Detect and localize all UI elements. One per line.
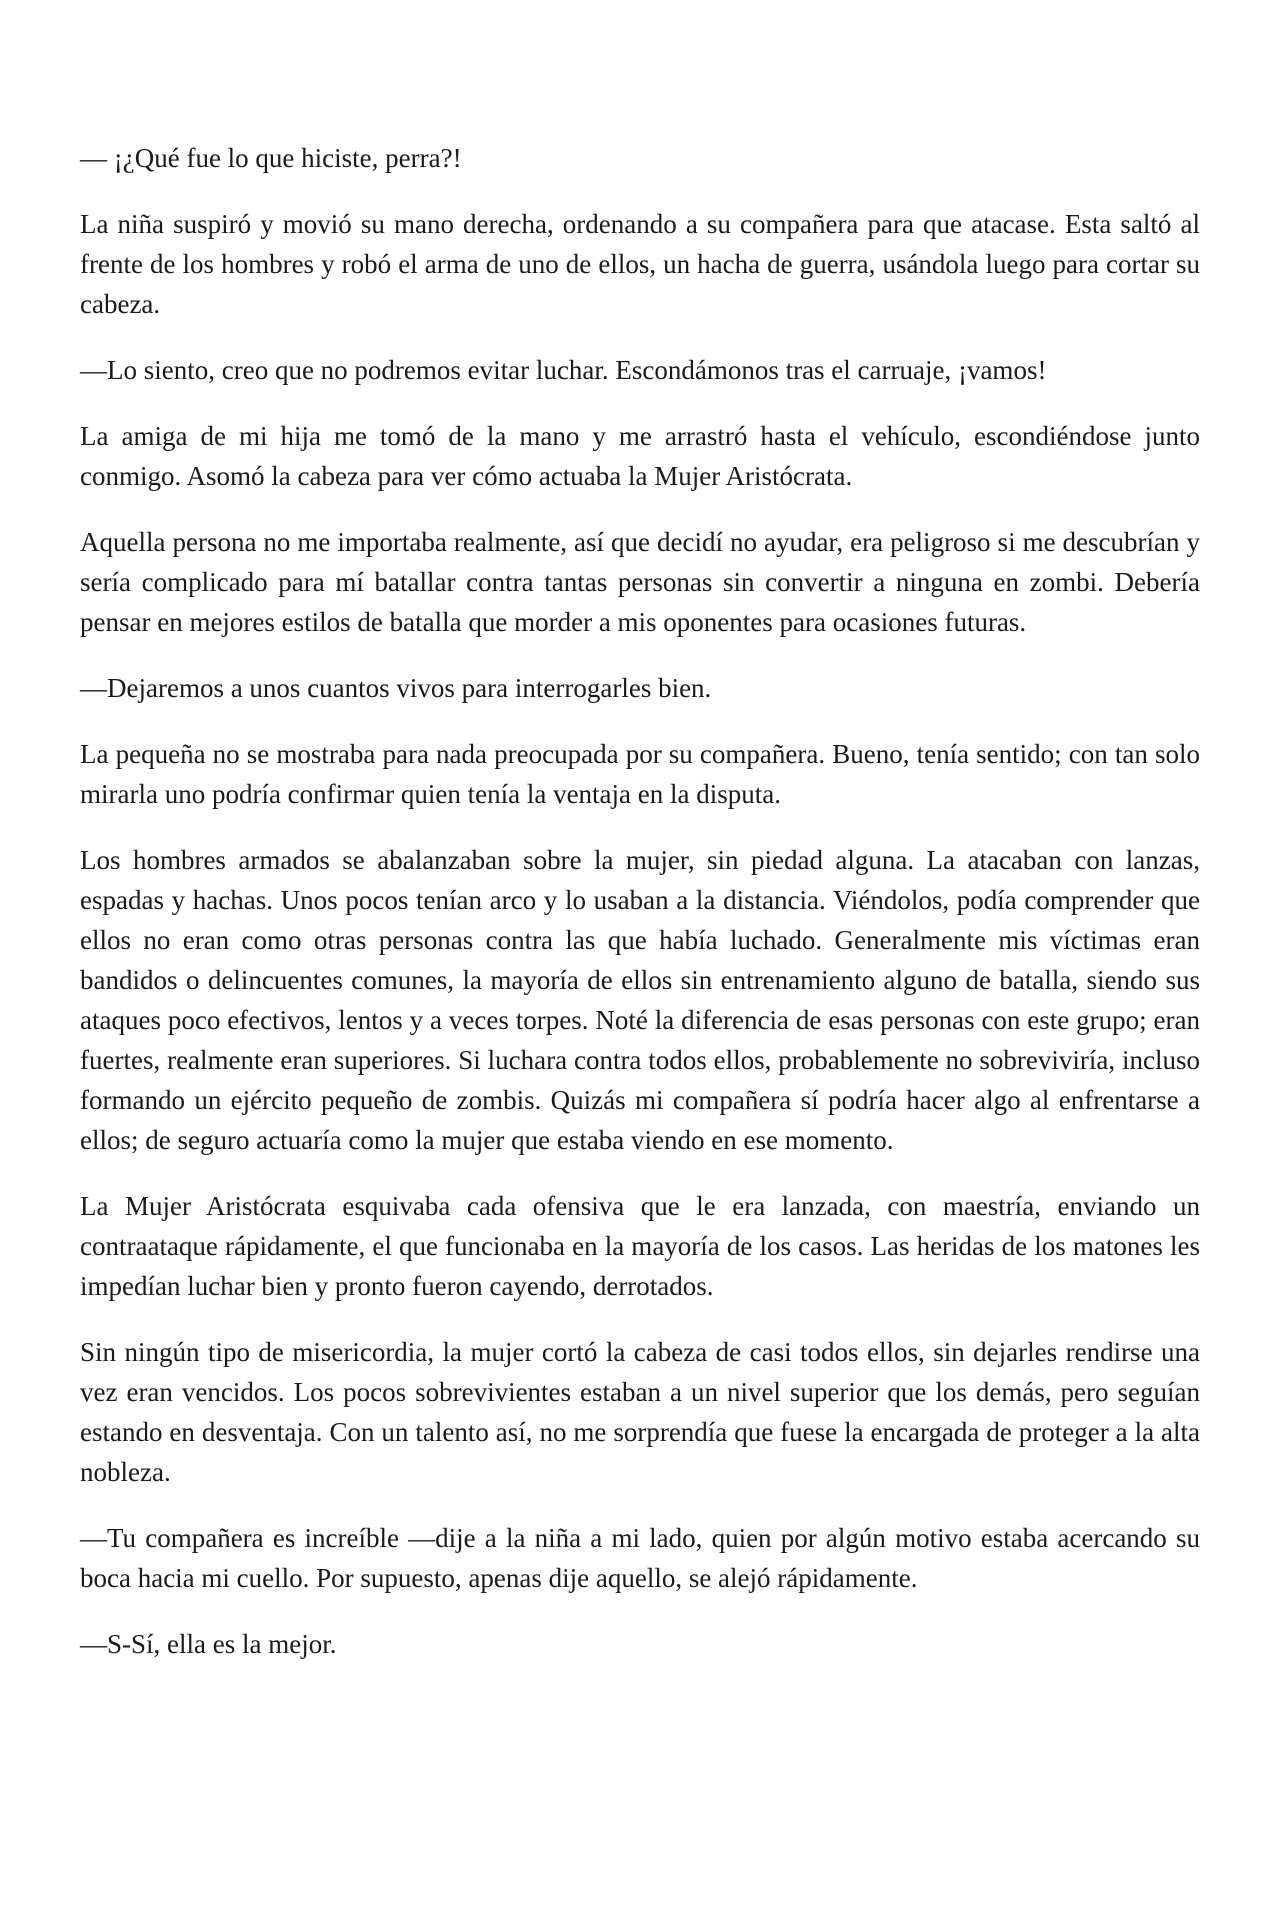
paragraph-9: La Mujer Aristócrata esquivaba cada ofensiva que le era lanzada, con maestría, enviando un contraataque rápidamente, el que funcionaba en la mayoría de los casos. Las heridas de los matones les impedían luchar bien y pronto fueron cayendo, derrotados. (80, 1191, 1200, 1301)
paragraph-1: — ¡¿Qué fue lo que hiciste, perra?! (80, 143, 462, 173)
paragraph-5: Aquella persona no me importaba realmente, así que decidí no ayudar, era peligroso si me descubrían y sería complicado para mí batallar contra tantas personas sin convertir a ninguna en zombi. Debería pensar en mejores estilos de batalla que morder a mis oponentes para ocasiones futuras. (80, 527, 1200, 637)
paragraph-11: —Tu compañera es increíble —dije a la niña a mi lado, quien por algún motivo estaba acercando su boca hacia mi cuello. Por supuesto, apenas dije aquello, se alejó rápidamente. (80, 1523, 1200, 1593)
paragraph-4: La amiga de mi hija me tomó de la mano y me arrastró hasta el vehículo, escondiéndose junto conmigo. Asomó la cabeza para ver cómo actuaba la Mujer Aristócrata. (80, 421, 1200, 491)
paragraph-8: Los hombres armados se abalanzaban sobre la mujer, sin piedad alguna. La atacaban con lanzas, espadas y hachas. Unos pocos tenían arco y lo usaban a la distancia. Viéndolos, podía comprender que ellos no eran como otras personas contra las que había luchado. Generalmente mis víctimas eran bandidos o delincuentes comunes, la mayoría de ellos sin entrenamiento alguno de batalla, siendo sus ataques poco efectivos, lentos y a veces torpes. Noté la diferencia de esas personas con este grupo; eran fuertes, realmente eran superiores. Si luchara contra todos ellos, probablemente no sobreviviría, incluso formando un ejército pequeño de zombis. Quizás mi compañera sí podría hacer algo al enfrentarse a ellos; de seguro actuaría como la mujer que estaba viendo en ese momento. (80, 845, 1200, 1155)
paragraph-7: La pequeña no se mostraba para nada preocupada por su compañera. Bueno, tenía sentido; con tan solo mirarla uno podría confirmar quien tenía la ventaja en la disputa. (80, 739, 1200, 809)
paragraph-3: —Lo siento, creo que no podremos evitar luchar. Escondámonos tras el carruaje, ¡vamos! (80, 355, 1047, 385)
paragraph-2: La niña suspiró y movió su mano derecha, ordenando a su compañera para que atacase. Esta saltó al frente de los hombres y robó el arma de uno de ellos, un hacha de guerra, usándola luego para cortar su cabeza. (80, 209, 1200, 319)
paragraph-10: Sin ningún tipo de misericordia, la mujer cortó la cabeza de casi todos ellos, sin dejarles rendirse una vez eran vencidos. Los pocos sobrevivientes estaban a un nivel superior que los demás, pero seguían estando en desventaja. Con un talento así, no me sorprendía que fuese la encargada de proteger a la alta nobleza. (80, 1337, 1200, 1487)
paragraph-6: —Dejaremos a unos cuantos vivos para interrogarles bien. (80, 673, 712, 703)
paragraph-12: —S-Sí, ella es la mejor. (80, 1629, 337, 1659)
document-body (80, 138, 1200, 1690)
